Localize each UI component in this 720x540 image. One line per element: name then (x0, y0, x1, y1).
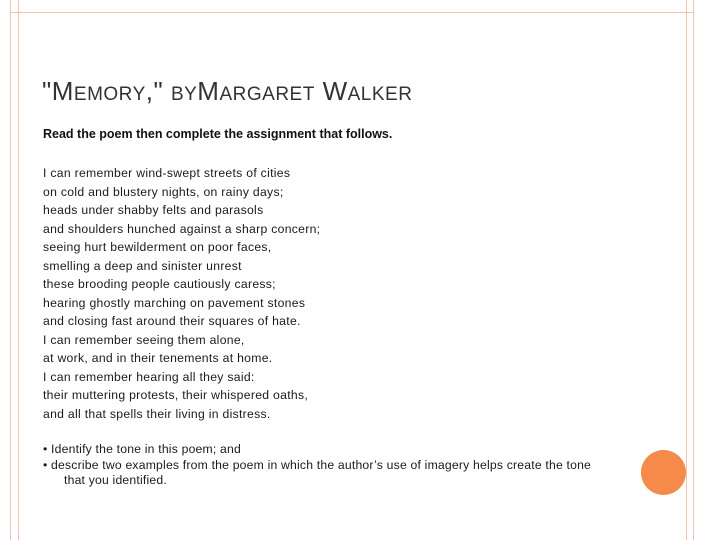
slide-frame-top-rule (10, 12, 694, 13)
poem-line: heads under shabby felts and parasols (43, 203, 264, 217)
slide-title: "MEMORY," BYMARGARET WALKER (42, 76, 413, 106)
poem-line: and all that spells their living in distress. (43, 406, 271, 421)
poem-line: and closing fast around their squares of hate. (43, 314, 301, 328)
instruction-text: Read the poem then complete the assignment that follows. (43, 127, 393, 141)
decorative-orange-circle (641, 450, 686, 495)
poem-line: their muttering protests, their whispered oaths, (43, 388, 309, 402)
slide-frame-inner-right-rule (686, 0, 687, 540)
poem-body (43, 164, 320, 423)
poem-line: smelling a deep and sinister unrest (43, 258, 242, 273)
poem-line: these brooding people cautiously caress; (43, 277, 276, 291)
assignment-item-imagery-continued: that you identified. (64, 473, 167, 487)
assignment-list (43, 442, 643, 489)
poem-line: hearing ghostly marching on pavement stones (43, 295, 306, 310)
poem-line: at work, and in their tenements at home. (43, 351, 273, 365)
assignment-item-tone: • Identify the tone in this poem; and (43, 442, 241, 456)
poem-line: and shoulders hunched against a sharp concern; (43, 221, 321, 236)
poem-line: I can remember seeing them alone, (43, 332, 245, 347)
poem-line: on cold and blustery nights, on rainy days; (43, 184, 284, 199)
poem-line: I can remember wind-swept streets of cities (43, 166, 291, 180)
poem-line: seeing hurt bewilderment on poor faces, (43, 240, 272, 254)
assignment-item-imagery: • describe two examples from the poem in which the author’s use of imagery helps create the tone (43, 457, 592, 472)
poem-line: I can remember hearing all they said: (43, 369, 255, 384)
slide-frame-inner-left-rule (18, 0, 19, 540)
